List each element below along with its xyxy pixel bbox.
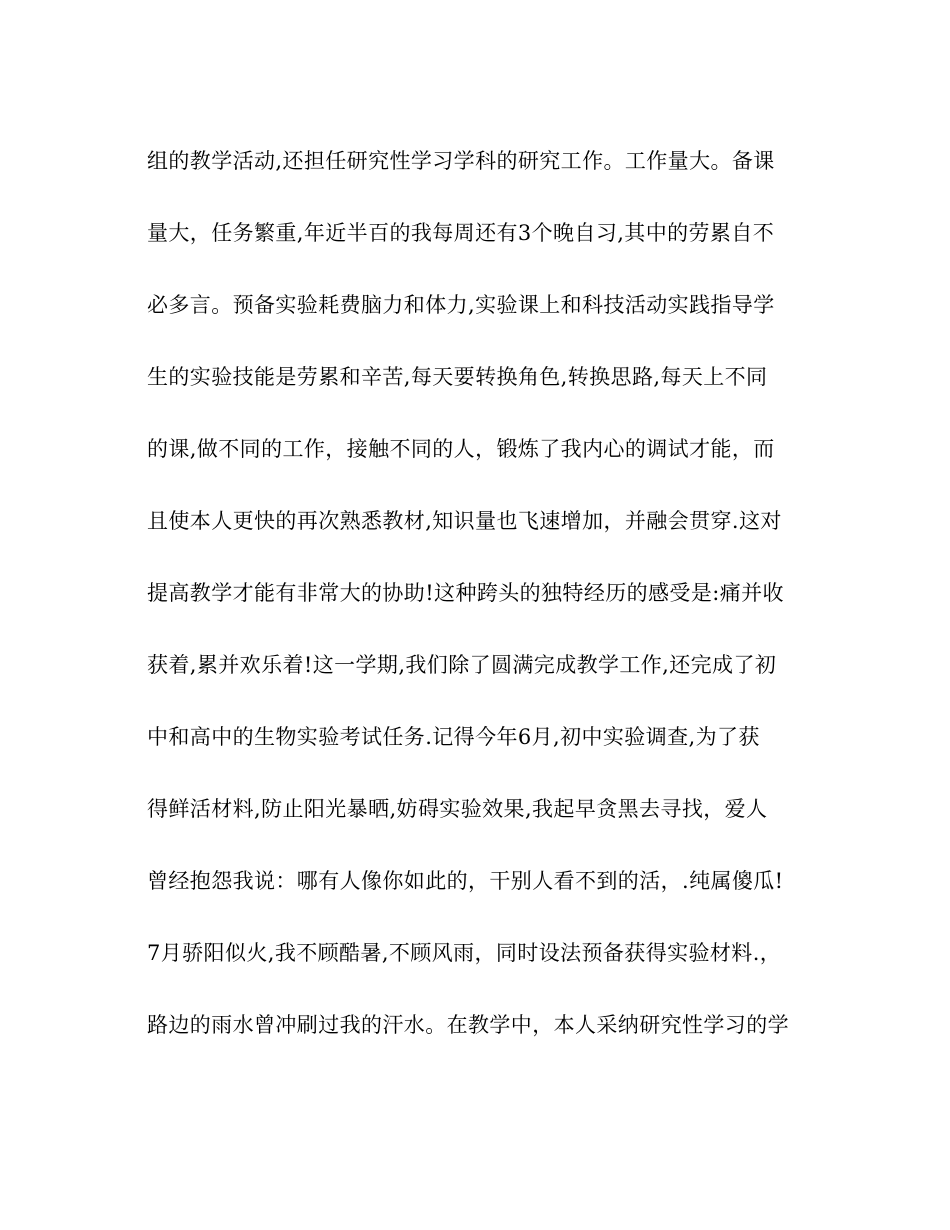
text-line-11: 曾经抱怨我说：哪有人像你如此的，干别人看不到的活，.纯属傻瓜! [147, 869, 784, 893]
text-line-7: 提高教学才能有非常大的协助!这种跨头的独特经历的感受是:痛并收 [147, 581, 784, 605]
text-line-3: 必多言。预备实验耗费脑力和体力,实验课上和科技活动实践指导学 [147, 293, 775, 317]
text-line-13: 路边的雨水曾冲刷过我的汗水。在教学中，本人采纳研究性学习的学 [147, 1013, 789, 1037]
text-line-2: 量大，任务繁重,年近半百的我每周还有3个晚自习,其中的劳累自不 [147, 221, 775, 245]
text-line-4: 生的实验技能是劳累和辛苦,每天要转换角色,转换思路,每天上不同 [147, 365, 768, 389]
text-line-1: 组的教学活动,还担任研究性学习学科的研究工作。工作量大。备课 [147, 149, 775, 173]
text-line-9: 中和高中的生物实验考试任务.记得今年6月,初中实验调查,为了获 [147, 725, 760, 749]
text-line-10: 得鲜活材料,防止阳光暴晒,妨碍实验效果,我起早贪黑去寻找，爱人 [147, 797, 768, 821]
body-text [147, 141, 807, 1077]
text-line-8: 获着,累并欢乐着!这一学期,我们除了圆满完成教学工作,还完成了初 [147, 653, 777, 677]
text-line-5: 的课,做不同的工作，接触不同的人，锻炼了我内心的调试才能，而 [147, 437, 775, 461]
text-line-12: 7月骄阳似火,我不顾酷暑,不顾风雨，同时设法预备获得实验材料.， [147, 941, 782, 965]
text-line-6: 且使本人更快的再次熟悉教材,知识量也飞速增加，并融会贯穿.这对 [147, 509, 782, 533]
